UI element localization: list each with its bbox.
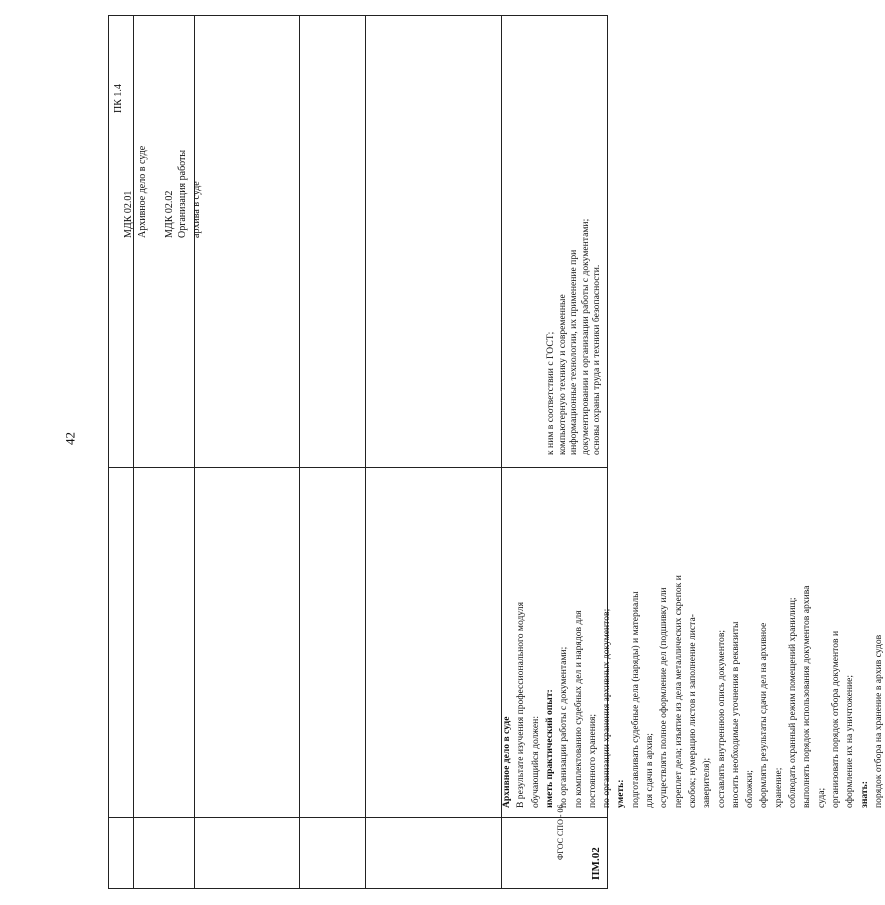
text-line: обложки; xyxy=(744,770,756,808)
text-line: организовать порядок отбора документов и xyxy=(829,630,841,808)
text-line: Архивное дело в суде xyxy=(136,145,148,238)
pk-code: ПК 1.4 xyxy=(113,84,124,113)
col-divider-empty-1 xyxy=(365,16,366,888)
text-line: скобок; нумерацию листов и заполнение листа- xyxy=(686,614,698,808)
text-line: архива в суде xyxy=(190,181,202,238)
text-line: для сдачи в архив; xyxy=(644,733,655,808)
text-line: иметь практический опыт: xyxy=(543,689,555,808)
text-line: суда; xyxy=(815,787,827,808)
text-line: вносить необходимые уточнения в реквизиты xyxy=(729,621,741,808)
text-line: составлять внутреннюю опись документов; xyxy=(715,629,727,808)
text-line: Архивное дело в суде xyxy=(501,716,512,808)
text-line: оформлять результаты сдачи дел на архивное xyxy=(758,622,770,808)
text-line: выполнять порядок использования документов архива xyxy=(801,585,813,808)
text-line: Организация работы xyxy=(177,149,188,238)
text-line: уметь: xyxy=(615,779,627,808)
text-line: МДК 02.01 xyxy=(123,190,134,238)
module-id: ПМ.02 xyxy=(590,847,602,880)
text-line: МДК 02.02 xyxy=(163,190,175,238)
table xyxy=(108,15,884,889)
text-line: осуществлять полное оформление дел (подшивку или xyxy=(658,587,670,808)
text-line: В результате изучения профессионального модуля xyxy=(515,602,527,808)
text-line: компьютерную технику и современные xyxy=(556,294,568,455)
text-line: знать: xyxy=(858,781,870,808)
text-line: хранение; xyxy=(772,767,784,808)
text-line: основы охраны труда и техники безопасности. xyxy=(591,264,603,455)
text-line: документировании и организации работы с документами; xyxy=(579,218,591,455)
col-divider-mdk xyxy=(194,16,195,888)
text-line: к ним в соответствии с ГОСТ; xyxy=(545,331,556,455)
text-line: переплет дела; изъятие из дела металлических скрепок и xyxy=(672,575,684,808)
text-line: заверителя); xyxy=(701,757,713,808)
text-line: обучающийся должен: xyxy=(529,716,541,808)
col-divider-empty-2 xyxy=(299,16,300,888)
row-divider-pm02 xyxy=(109,817,607,818)
text-line: постоянного хранения; xyxy=(586,713,598,808)
text-line: оформление их на уничтожение; xyxy=(844,674,856,808)
page-number: 42 xyxy=(62,432,78,445)
row-divider-top-section xyxy=(109,467,607,468)
col-divider-pk xyxy=(133,16,134,888)
text-line: по организации хранения архивных документов; xyxy=(601,608,613,808)
text-line: по комплектованию судебных дел и нарядов для xyxy=(572,610,584,808)
text-line: информационные технологии, их применение при xyxy=(568,249,580,455)
text-line: по организации работы с документами; xyxy=(558,646,570,808)
text-line: подготавливать судебные дела (наряды) и материалы xyxy=(629,591,641,808)
text-line: порядок отбора на хранение в архив судов xyxy=(872,634,884,808)
text-line: соблюдать охранный режим помещений хранилищ; xyxy=(787,597,798,808)
footer-code: ФГОС СПО - 06 xyxy=(556,804,565,860)
